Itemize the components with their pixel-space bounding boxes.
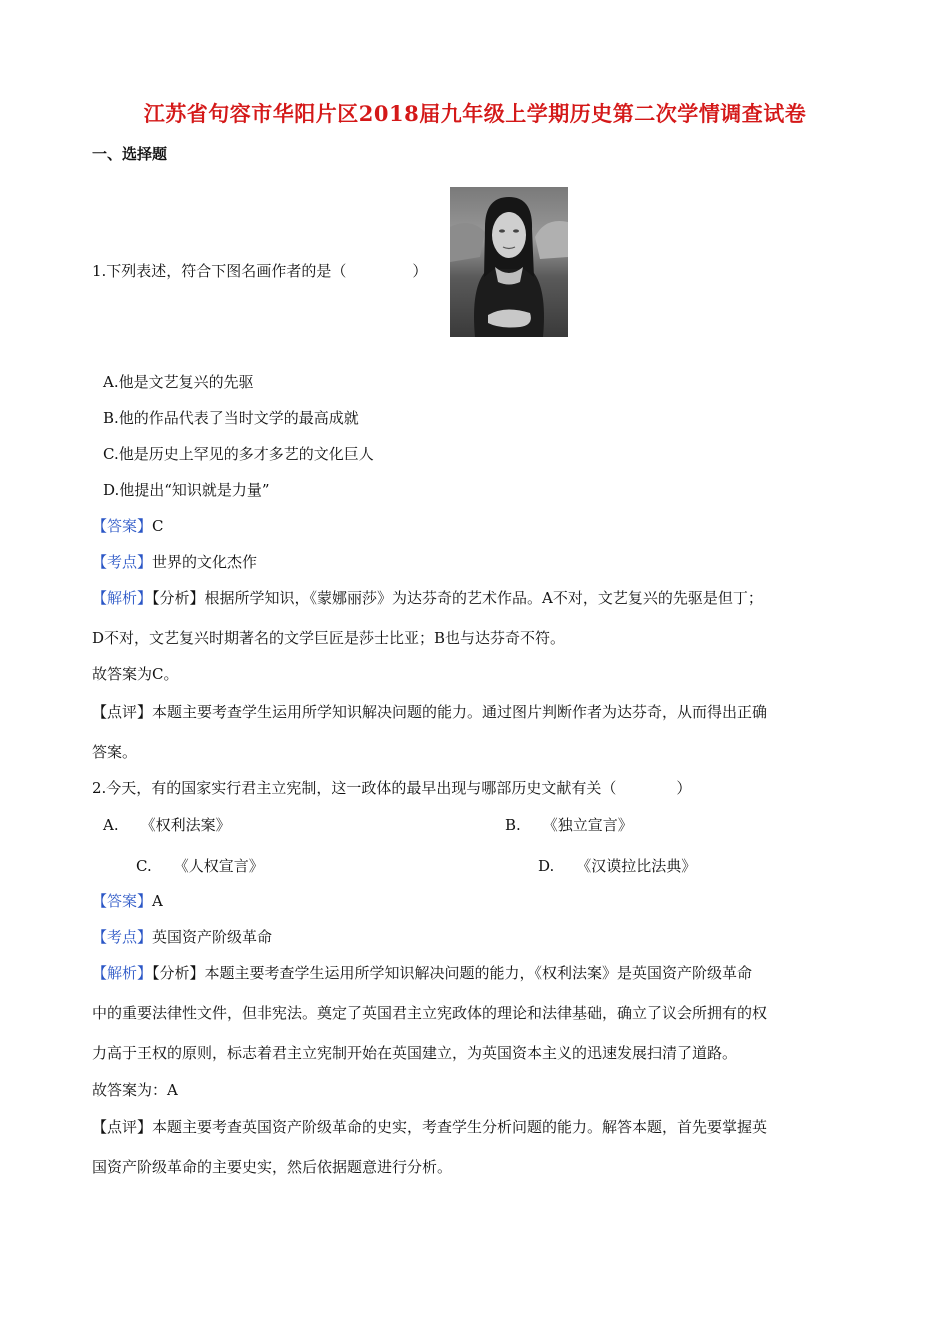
q1-option-a: A.他是文艺复兴的先驱	[103, 373, 254, 391]
q1-stem-close: ）	[412, 262, 428, 280]
q2-option-c	[136, 856, 264, 876]
page-title: 江苏省句容市华阳片区2018届九年级上学期历史第二次学情调查试卷	[143, 101, 807, 126]
mona-lisa-image	[450, 187, 568, 337]
q1-analysis-line2: D不对，文艺复兴时期著名的文学巨匠是莎士比亚；B也与达芬奇不符。	[92, 629, 566, 647]
q2-analysis-line3: 力高于王权的原则，标志着君主立宪制开始在英国建立，为英国资本主义的迅速发展扫清了道路。	[92, 1044, 738, 1062]
q1-stem	[92, 261, 427, 281]
q2-option-b-text: 《独立宣言》	[542, 816, 633, 834]
q2-option-b-letter: B.	[505, 816, 521, 834]
q1-analysis-line1: 【分析】根据所学知识，《蒙娜丽莎》为达芬奇的艺术作品。A不对，文艺复兴的先驱是但丁；	[152, 589, 763, 607]
q2-option-d	[538, 856, 696, 876]
q2-option-c-text: 《人权宣言》	[173, 857, 264, 875]
q2-analysis	[92, 963, 752, 983]
q2-analysis-line2: 中的重要法律性文件，但非宪法。奠定了英国君主立宪政体的理论和法律基础，确立了议会所拥有的权	[92, 1004, 768, 1022]
q2-stem	[92, 778, 691, 798]
section-heading: 一、选择题	[92, 145, 168, 163]
q1-option-d: D.他提出“知识就是力量”	[103, 481, 270, 499]
q2-analysis-label: 【解析】	[92, 964, 153, 982]
q2-comment-line1: 【点评】本题主要考查英国资产阶级革命的史实，考查学生分析问题的能力。解答本题，首先要掌握英	[92, 1118, 768, 1136]
q1-point-label: 【考点】	[92, 553, 153, 571]
q2-answer-label: 【答案】	[92, 892, 153, 910]
q1-comment-line2: 答案。	[92, 743, 138, 761]
q2-option-a-text: 《权利法案》	[140, 816, 231, 834]
q1-analysis	[92, 588, 763, 608]
mona-lisa-painting	[450, 187, 568, 337]
q2-conclusion: 故答案为：A	[92, 1081, 178, 1099]
q1-point	[92, 552, 257, 572]
q2-option-c-letter: C.	[136, 857, 152, 875]
q1-stem-open: 1.下列表述，符合下图名画作者的是（	[92, 262, 347, 280]
q1-answer	[92, 516, 164, 536]
q1-point-value: 世界的文化杰作	[152, 553, 258, 571]
q2-stem-close: ）	[676, 779, 692, 797]
q2-option-d-text: 《汉谟拉比法典》	[576, 857, 697, 875]
q2-point-value: 英国资产阶级革命	[152, 928, 273, 946]
q2-point-label: 【考点】	[92, 928, 153, 946]
q2-answer-value: A	[152, 892, 163, 910]
q1-answer-label: 【答案】	[92, 517, 153, 535]
q2-option-b	[505, 815, 633, 835]
q2-option-a	[103, 815, 231, 835]
q1-option-c: C.他是历史上罕见的多才多艺的文化巨人	[103, 445, 374, 463]
q2-option-d-letter: D.	[538, 857, 555, 875]
q1-analysis-label: 【解析】	[92, 589, 153, 607]
q2-point	[92, 927, 272, 947]
q1-answer-value: C	[152, 517, 164, 535]
q2-analysis-line1: 【分析】本题主要考查学生运用所学知识解决问题的能力，《权利法案》是英国资产阶级革命	[152, 964, 753, 982]
q1-option-b: B.他的作品代表了当时文学的最高成就	[103, 409, 359, 427]
q1-comment-line1: 【点评】本题主要考查学生运用所学知识解决问题的能力。通过图片判断作者为达芬奇，从而得出正确	[92, 703, 768, 721]
q2-comment-line2: 国资产阶级革命的主要史实，然后依据题意进行分析。	[92, 1158, 453, 1176]
q1-conclusion: 故答案为C。	[92, 665, 179, 683]
q2-option-a-letter: A.	[103, 816, 119, 834]
q2-stem-open: 2.今天，有的国家实行君主立宪制，这一政体的最早出现与哪部历史文献有关（	[92, 779, 617, 797]
q2-answer	[92, 891, 163, 911]
